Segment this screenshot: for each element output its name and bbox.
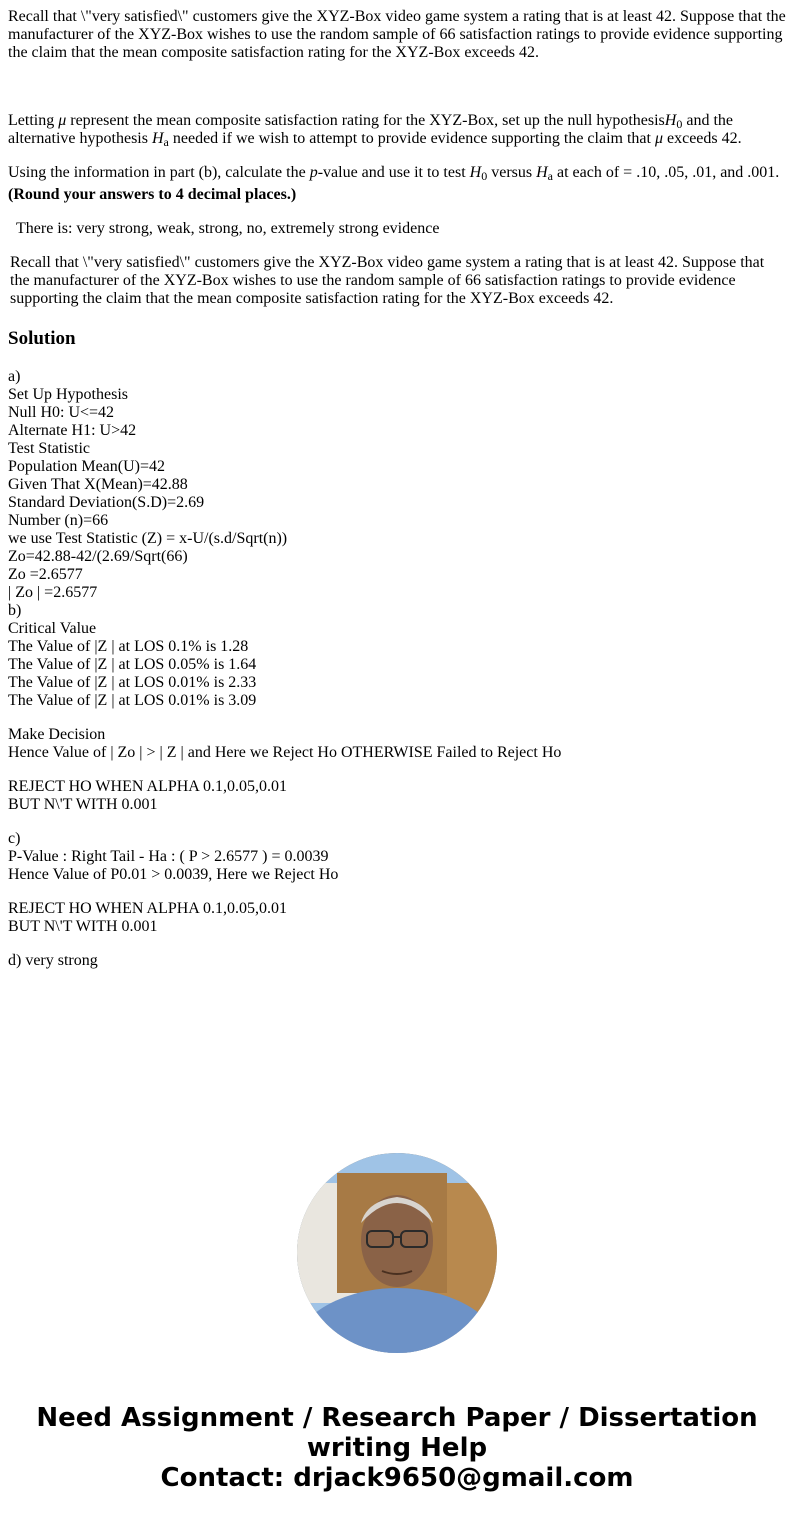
solution-line [8,814,788,830]
text: -value and use it to test [317,164,470,181]
h-symbol: H [536,164,548,181]
solution-line: The Value of |Z | at LOS 0.01% is 2.33 [8,674,257,691]
solution-line [8,762,788,778]
solution-line: REJECT HO WHEN ALPHA 0.1,0.05,0.01 [8,778,287,795]
text: Letting [8,112,59,129]
p-symbol: p [309,164,318,181]
solution-line: Number (n)=66 [8,512,109,529]
subscript-0: 0 [676,117,683,131]
solution-line: REJECT HO WHEN ALPHA 0.1,0.05,0.01 [8,900,287,917]
promo-line-1: Need Assignment / Research Paper / Dissertation [36,1403,758,1433]
text: versus [487,164,537,181]
solution-line [8,936,788,952]
text: represent the mean composite satisfaction rating for the XYZ-Box, set up the null hypothesis [66,112,665,129]
subscript-0: 0 [481,169,488,183]
solution-line: Hence Value of P0.01 > 0.0039, Here we Reject Ho [8,866,339,883]
solution-body [8,368,788,970]
text: needed if we wish to attempt to provide evidence supporting the claim that [168,130,655,147]
h-symbol: H [469,164,482,181]
solution-line: The Value of |Z | at LOS 0.1% is 1.28 [8,638,249,655]
solution-line: Standard Deviation(S.D)=2.69 [8,494,205,511]
solution-line [8,884,788,900]
subscript-a: a [163,135,169,149]
promo-banner [0,1403,794,1493]
solution-line: The Value of |Z | at LOS 0.05% is 1.64 [8,656,257,673]
solution-line: BUT N\'T WITH 0.001 [8,796,158,813]
solution-line: Alternate H1: U>42 [8,422,137,439]
evidence-options: There is: very strong, weak, strong, no, extremely strong evidence [16,220,440,237]
author-photo-icon [297,1153,497,1353]
question-intro: Recall that \"very satisfied\" customers give the XYZ-Box video game system a rating that is at least 42. Suppose that the manufacturer of the XYZ-Box wishes to use the random sample of 66 satisfaction ratings to provide evidence supporting the claim that the mean composite satisfaction rating for the XYZ-Box exceeds 42. [8,8,786,61]
solution-line: c) [8,830,21,847]
document [8,8,788,970]
text: exceeds 42. [662,130,742,147]
solution-line: d) very strong [8,952,98,969]
question-part-c [8,164,788,204]
solution-line: a) [8,368,21,385]
text: Using the information in part (b), calculate the [8,164,310,181]
author-photo [297,1153,497,1353]
solution-line: Hence Value of | Zo | > | Z | and Here we Reject Ho OTHERWISE Failed to Reject Ho [8,744,562,761]
mu-symbol: μ [58,112,67,129]
solution-line: | Zo | =2.6577 [8,584,98,601]
text: at each of = .10, .05, .01, and .001. [553,164,780,181]
subscript-a: a [547,169,553,183]
solution-line: Test Statistic [8,440,90,457]
solution-line: Set Up Hypothesis [8,386,128,403]
solution-line: Make Decision [8,726,106,743]
solution-line: P-Value : Right Tail - Ha : ( P > 2.6577 ) = 0.0039 [8,848,329,865]
solution-line: we use Test Statistic (Z) = x-U/(s.d/Sqrt(n)) [8,530,288,547]
promo-line-3: Contact: drjack9650@gmail.com [160,1463,634,1493]
text: and the alternative hypothesis [8,112,733,147]
solution-line: Given That X(Mean)=42.88 [8,476,188,493]
question-part-b [8,112,788,148]
solution-line: Population Mean(U)=42 [8,458,165,475]
solution-line: The Value of |Z | at LOS 0.01% is 3.09 [8,692,257,709]
promo-line-2: writing Help [306,1433,488,1463]
solution-line: Null H0: U<=42 [8,404,115,421]
h-symbol: H [664,112,677,129]
solution-line: b) [8,602,22,619]
solution-line: Critical Value [8,620,97,637]
solution-line: BUT N\'T WITH 0.001 [8,918,158,935]
solution-line: Zo =2.6577 [8,566,83,583]
round-note: (Round your answers to 4 decimal places.) [8,186,297,203]
solution-line: Zo=42.88-42/(2.69/Sqrt(66) [8,548,188,565]
solution-line [8,710,788,726]
h-symbol: H [151,130,164,147]
solution-heading: Solution [8,328,76,349]
question-intro-repeat: Recall that \"very satisfied\" customers give the XYZ-Box video game system a rating that is at least 42. Suppose that the manufacturer of the XYZ-Box wishes to use the random sample of 66 satisfaction ratings to provide evidence supporting the claim that the mean composite satisfaction rating for the XYZ-Box exceeds 42. [10,254,765,307]
mu-symbol: μ [654,130,663,147]
